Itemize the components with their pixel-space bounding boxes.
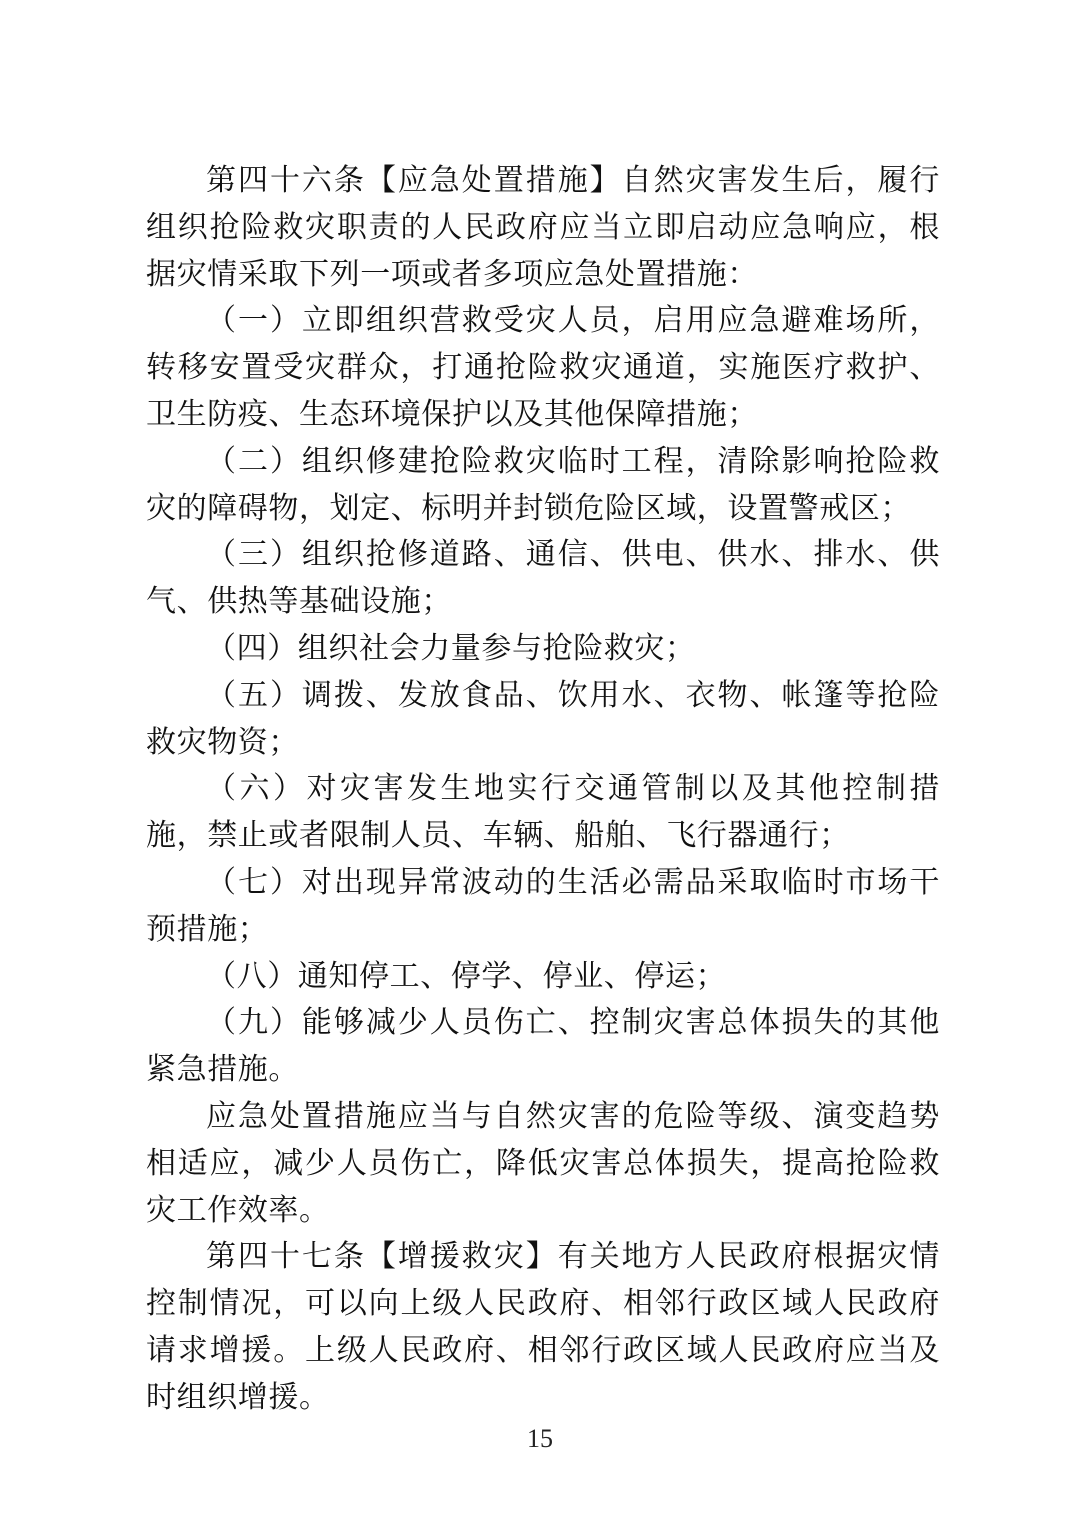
document-body (146, 158, 940, 1422)
measure-item-4: （四）组织社会力量参与抢险救灾； (206, 630, 696, 666)
page-number: 15 (527, 1424, 553, 1453)
measure-item-9: （九）能够减少人员伤亡、控制灾害总体损失的其他紧急措施。 (146, 1005, 940, 1088)
measure-item-3: （三）组织抢修道路、通信、供电、供水、排水、供气、供热等基础设施； (146, 537, 940, 620)
measure-item-2: （二）组织修建抢险救灾临时工程，清除影响抢险救灾的障碍物，划定、标明并封锁危险区域，设置警戒区； (146, 443, 940, 526)
emergency-measures-principle-paragraph: 应急处置措施应当与自然灾害的危险等级、演变趋势相适应，减少人员伤亡，降低灾害总体损失，提高抢险救灾工作效率。 (146, 1098, 940, 1228)
measure-item-1: （一）立即组织营救受灾人员，启用应急避难场所，转移安置受灾群众，打通抢险救灾通道，实施医疗救护、卫生防疫、生态环境保护以及其他保障措施； (146, 303, 940, 432)
measure-item-7: （七）对出现异常波动的生活必需品采取临时市场干预措施； (146, 864, 940, 947)
article-46-heading-paragraph: 第四十六条【应急处置措施】自然灾害发生后，履行组织抢险救灾职责的人民政府应当立即启动应急响应，根据灾情采取下列一项或者多项应急处置措施： (146, 163, 940, 292)
measure-item-8: （八）通知停工、停学、停业、停运； (206, 958, 727, 994)
measure-item-5: （五）调拨、发放食品、饮用水、衣物、帐篷等抢险救灾物资； (146, 677, 940, 760)
article-47-paragraph: 第四十七条【增援救灾】有关地方人民政府根据灾情控制情况，可以向上级人民政府、相邻行政区域人民政府请求增援。上级人民政府、相邻行政区域人民政府应当及时组织增援。 (146, 1239, 940, 1415)
measure-item-6: （六）对灾害发生地实行交通管制以及其他控制措施，禁止或者限制人员、车辆、船舶、飞行器通行； (146, 771, 940, 854)
